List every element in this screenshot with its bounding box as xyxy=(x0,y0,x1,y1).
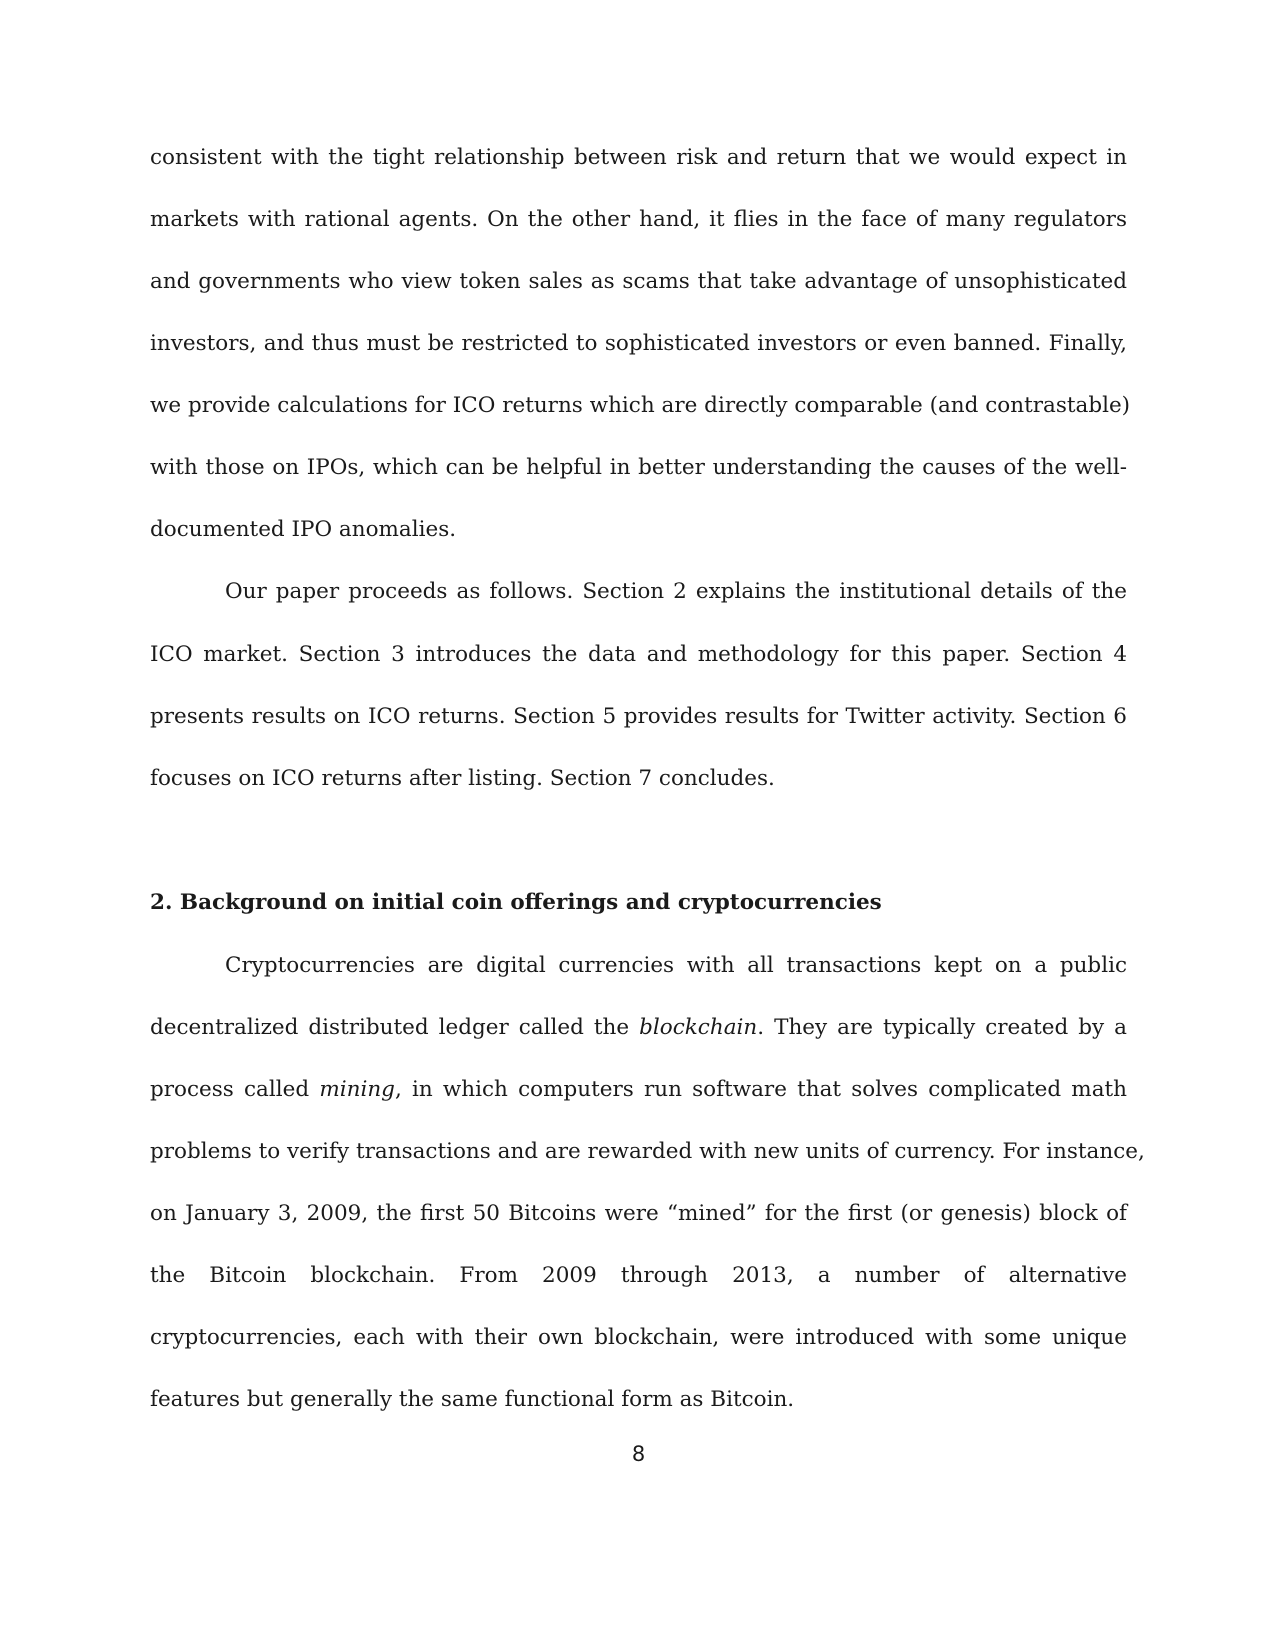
body-line: focuses on ICO returns after listing. Section 7 concludes. xyxy=(150,766,775,791)
body-line: presents results on ICO returns. Section 5 provides results for Twitter activity. Section 6 xyxy=(150,704,1127,729)
body-line: we provide calculations for ICO returns which are directly comparable (and contrastable) xyxy=(150,393,1131,418)
body-line xyxy=(150,1076,1127,1104)
body-line: the Bitcoin blockchain. From 2009 through 2013, a number of alternative xyxy=(150,1263,1127,1288)
section-heading: 2. Background on initial coin offerings and cryptocurrencies xyxy=(150,890,882,915)
italic-term: mining xyxy=(319,1077,395,1102)
body-line: features but generally the same functional form as Bitcoin. xyxy=(150,1387,795,1412)
body-line: with those on IPOs, which can be helpful in better understanding the causes of the well- xyxy=(150,455,1127,480)
body-line: cryptocurrencies, each with their own blockchain, were introduced with some unique xyxy=(150,1325,1127,1350)
body-line: Cryptocurrencies are digital currencies with all transactions kept on a public xyxy=(225,953,1127,978)
document-page xyxy=(150,0,1145,1650)
body-line: on January 3, 2009, the first 50 Bitcoins were “mined” for the first (or genesis) block of xyxy=(150,1201,1127,1226)
page-number: 8 xyxy=(631,1442,646,1466)
text-run: , in which computers run software that solves complicated math xyxy=(394,1077,1127,1102)
body-line: investors, and thus must be restricted to sophisticated investors or even banned. Finally, xyxy=(150,331,1127,356)
body-line: and governments who view token sales as scams that take advantage of unsophisticated xyxy=(150,269,1127,294)
text-run: process called xyxy=(150,1077,320,1102)
body-line: problems to verify transactions and are rewarded with new units of currency. For instance, xyxy=(150,1139,1145,1164)
body-line xyxy=(150,1014,1127,1042)
body-line: markets with rational agents. On the other hand, it flies in the face of many regulators xyxy=(150,207,1127,232)
body-line: ICO market. Section 3 introduces the data and methodology for this paper. Section 4 xyxy=(150,642,1127,667)
text-run: . They are typically created by a xyxy=(757,1015,1127,1040)
text-run: decentralized distributed ledger called the xyxy=(150,1015,640,1040)
italic-term: blockchain xyxy=(639,1015,758,1040)
body-line: Our paper proceeds as follows. Section 2 explains the institutional details of the xyxy=(225,579,1127,604)
body-line: consistent with the tight relationship between risk and return that we would expect in xyxy=(150,145,1127,170)
body-line: documented IPO anomalies. xyxy=(150,517,457,542)
